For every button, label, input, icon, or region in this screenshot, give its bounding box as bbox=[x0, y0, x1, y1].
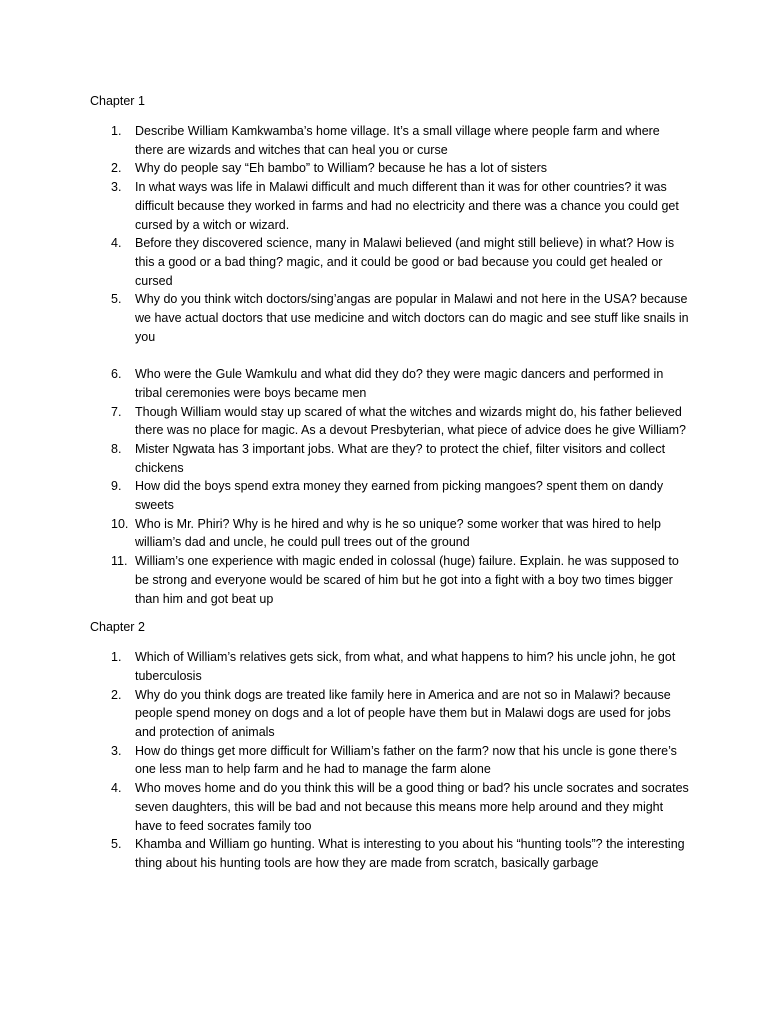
question-item bbox=[90, 178, 690, 234]
question-text: Which of William’s relatives gets sick, from what, and what happens to him? his uncle john, he got tuberculosis bbox=[135, 650, 676, 683]
question-number: 4. bbox=[111, 781, 122, 796]
question-number: 3. bbox=[111, 743, 122, 758]
chapter-2-question-list bbox=[90, 648, 690, 872]
question-number: 9. bbox=[111, 479, 122, 494]
question-item bbox=[90, 477, 690, 514]
question-text: Who were the Gule Wamkulu and what did they do? they were magic dancers and performed in tribal ceremonies were boys became men bbox=[135, 367, 664, 400]
chapter-1-section bbox=[90, 92, 690, 608]
question-item bbox=[90, 779, 690, 835]
question-text: Khamba and William go hunting. What is interesting to you about his “hunting tools”? the interesting thing about his hunting tools are how they are made from scratch, basically garbage bbox=[135, 837, 685, 870]
question-text: Why do people say “Eh bambo” to William? because he has a lot of sisters bbox=[135, 161, 548, 176]
question-text: Who is Mr. Phiri? Why is he hired and why is he so unique? some worker that was hired to help william’s dad and uncle, he could pull trees out of the ground bbox=[135, 516, 661, 550]
question-number: 10. bbox=[111, 516, 129, 531]
question-number: 7. bbox=[111, 404, 122, 419]
question-number: 2. bbox=[111, 687, 122, 702]
question-text: Who moves home and do you think this will be a good thing or bad? his uncle socrates and socrates seven daughters, this will be bad and not because this means more help around and they might have to feed socrates family too bbox=[135, 781, 689, 833]
question-number: 6. bbox=[111, 367, 122, 382]
question-text: In what ways was life in Malawi difficult and much different than it was for other countries? it was difficult because they worked in farms and had no electricity and there was a chance you could get cursed by a witch or wizard. bbox=[135, 180, 679, 232]
document-content bbox=[90, 92, 690, 873]
question-text: Why do you think witch doctors/sing’angas are popular in Malawi and not here in the USA? because we have actual doctors that use medicine and witch doctors can do magic and see stuff like snails in you bbox=[135, 292, 689, 344]
chapter-1-heading: Chapter 1 bbox=[90, 94, 145, 108]
question-number: 3. bbox=[111, 180, 122, 195]
chapter-2-heading: Chapter 2 bbox=[90, 620, 145, 635]
question-number: 8. bbox=[111, 441, 122, 456]
question-item bbox=[90, 159, 690, 178]
question-number: 4. bbox=[111, 236, 122, 251]
question-number: 1. bbox=[111, 650, 122, 665]
question-text: Though William would stay up scared of what the witches and wizards might do, his father believed there was no place for magic. As a devout Presbyterian, what piece of advice does he give William? bbox=[135, 404, 686, 438]
question-item bbox=[90, 742, 690, 779]
question-number: 11. bbox=[111, 554, 128, 569]
question-number: 2. bbox=[111, 161, 122, 176]
question-text: William’s one experience with magic ended in colossal (huge) failure. Explain. he was supposed to be strong and everyone would be scared of him but he got into a fight with a boy two times bigger than him and got beat up bbox=[135, 554, 679, 606]
question-item bbox=[90, 403, 690, 440]
question-item bbox=[90, 234, 690, 290]
question-item bbox=[90, 648, 690, 685]
question-item bbox=[90, 515, 690, 552]
question-item bbox=[90, 365, 690, 402]
question-item bbox=[90, 440, 690, 477]
chapter-1-question-list bbox=[90, 122, 690, 608]
question-text: Mister Ngwata has 3 important jobs. What are they? to protect the chief, filter visitors and collect chickens bbox=[135, 441, 666, 475]
question-number: 5. bbox=[111, 292, 122, 307]
question-item bbox=[90, 686, 690, 742]
question-item bbox=[90, 290, 690, 346]
question-text: How did the boys spend extra money they earned from picking mangoes? spent them on dandy sweets bbox=[135, 479, 664, 513]
question-text: Before they discovered science, many in Malawi believed (and might still believe) in what? How is this a good or a bad thing? magic, and it could be good or bad because you could get healed or cursed bbox=[135, 236, 675, 288]
question-item bbox=[90, 552, 690, 608]
question-text: Describe William Kamkwamba’s home village. It’s a small village where people farm and where there are wizards and witches that can heal you or curse bbox=[135, 124, 660, 157]
question-text: Why do you think dogs are treated like family here in America and are not so in Malawi? because people spend money on dogs and a lot of people have them but in Malawi dogs are used for jobs and protection of animals bbox=[135, 687, 671, 740]
question-item bbox=[90, 122, 690, 159]
chapter-2-section bbox=[90, 618, 690, 872]
question-text: How do things get more difficult for William’s father on the farm? now that his uncle is gone there’s one less man to help farm and he had to manage the farm alone bbox=[135, 743, 677, 777]
question-number: 5. bbox=[111, 837, 122, 852]
question-item bbox=[90, 835, 690, 872]
question-number: 1. bbox=[111, 124, 122, 138]
